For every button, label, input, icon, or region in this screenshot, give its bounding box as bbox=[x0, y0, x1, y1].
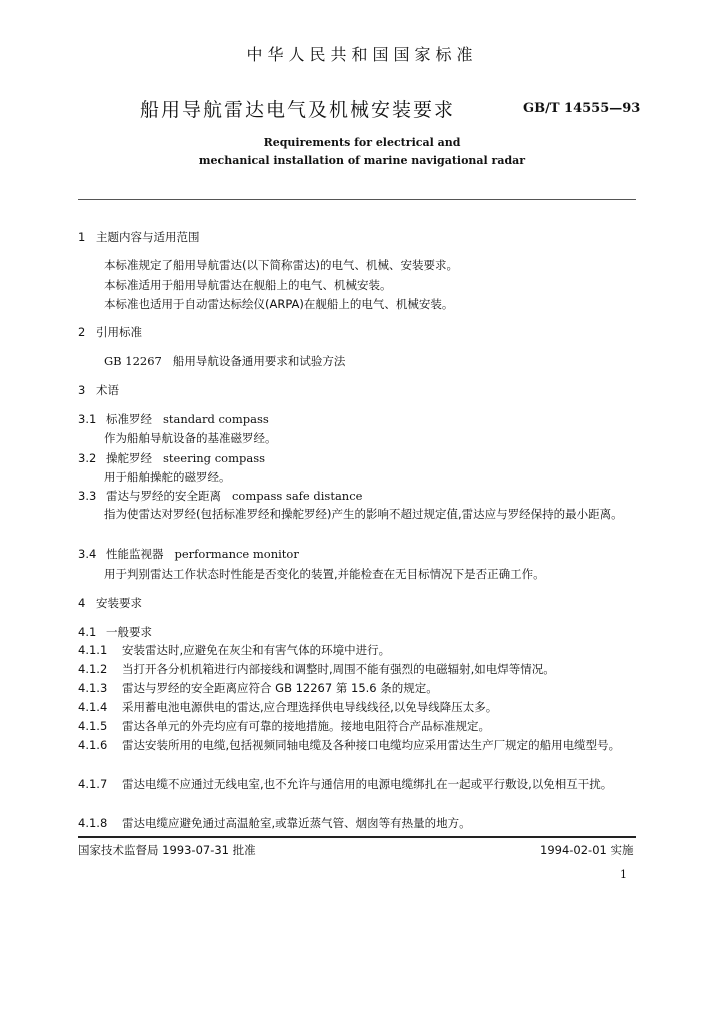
clause bbox=[78, 814, 638, 833]
clause-text: 雷达各单元的外壳均应有可靠的接地措施。接地电阻符合产品标准规定。 bbox=[122, 719, 490, 733]
term-en: standard compass bbox=[162, 412, 269, 426]
clause-text: 雷达电缆不应通过无线电室,也不允许与通信用的电源电缆绑扎在一起或平行敷设,以免相互干扰。 bbox=[122, 777, 613, 791]
clause bbox=[78, 660, 638, 679]
term-en: performance monitor bbox=[174, 547, 299, 561]
clause bbox=[78, 775, 638, 794]
section-title: 引用标准 bbox=[96, 325, 142, 339]
subsection-title: 一般要求 bbox=[106, 625, 152, 639]
clause bbox=[78, 679, 638, 698]
clause bbox=[78, 717, 638, 736]
section-1-heading bbox=[78, 229, 200, 245]
effective-date: 1994-02-01 实施 bbox=[540, 843, 634, 857]
clause-number: 4.1.4 bbox=[78, 700, 108, 714]
term-en: compass safe distance bbox=[231, 489, 363, 503]
clause-text: 安装雷达时,应避免在灰尘和有害气体的环境中进行。 bbox=[122, 643, 391, 657]
reference-code: GB 12267 bbox=[104, 354, 162, 368]
term-definition: 指为使雷达对罗经(包括标准罗经和操舵罗经)产生的影响不超过规定值,雷达应与罗经保持的最小距离。 bbox=[104, 507, 623, 521]
term-number: 3.1 bbox=[78, 412, 97, 426]
section-3-heading bbox=[78, 382, 119, 398]
paragraph: 本标准适用于船用导航雷达在舰船上的电气、机械安装。 bbox=[104, 278, 392, 292]
clause bbox=[78, 736, 638, 755]
page-number: 1 bbox=[620, 868, 627, 881]
clause-text: 采用蓄电池电源供电的雷达,应合理选择供电导线线径,以免导线降压太多。 bbox=[122, 700, 498, 714]
clause bbox=[78, 698, 638, 717]
section-number: 1 bbox=[78, 230, 86, 244]
clause-number: 4.1.1 bbox=[78, 643, 108, 657]
term-definition: 用于判别雷达工作状态时性能是否变化的装置,并能检查在无目标情况下是否正确工作。 bbox=[104, 567, 545, 581]
section-2-heading bbox=[78, 324, 142, 340]
section-4-heading bbox=[78, 595, 142, 611]
subsection-heading bbox=[78, 624, 152, 640]
section-number: 3 bbox=[78, 383, 86, 397]
term-heading bbox=[78, 488, 362, 504]
normative-reference bbox=[104, 353, 345, 369]
clause-text: 雷达电缆应避免通过高温舱室,或靠近蒸气管、烟囱等有热量的地方。 bbox=[122, 816, 471, 830]
term-cn: 雷达与罗经的安全距离 bbox=[106, 489, 221, 503]
term-cn: 性能监视器 bbox=[106, 547, 164, 561]
paragraph: 本标准规定了船用导航雷达(以下简称雷达)的电气、机械、安装要求。 bbox=[104, 258, 458, 272]
document-title: 船用导航雷达电气及机械安装要求 bbox=[140, 99, 456, 121]
clause-number: 4.1.2 bbox=[78, 662, 108, 676]
section-number: 2 bbox=[78, 325, 86, 339]
clause-text: 当打开各分机机箱进行内部接线和调整时,周围不能有强烈的电磁辐射,如电焊等情况。 bbox=[122, 662, 555, 676]
standard-number: GB/T 14555—93 bbox=[523, 101, 641, 116]
term-definition: 用于船舶操舵的磁罗经。 bbox=[104, 470, 231, 484]
clause bbox=[78, 641, 638, 660]
paragraph: 本标准也适用于自动雷达标绘仪(ARPA)在舰船上的电气、机械安装。 bbox=[104, 297, 454, 311]
clause-number: 4.1.8 bbox=[78, 816, 108, 830]
term-number: 3.2 bbox=[78, 451, 97, 465]
reference-title: 船用导航设备通用要求和试验方法 bbox=[172, 354, 346, 368]
section-number: 4 bbox=[78, 596, 86, 610]
term-definition: 作为船舶导航设备的基准磁罗经。 bbox=[104, 431, 277, 445]
english-title-line-2: mechanical installation of marine navigational radar bbox=[198, 154, 526, 167]
term-heading bbox=[78, 450, 265, 466]
term-number: 3.3 bbox=[78, 489, 97, 503]
section-title: 术语 bbox=[96, 383, 119, 397]
clause-number: 4.1.6 bbox=[78, 738, 108, 752]
national-standard-heading: 中华人民共和国国家标准 bbox=[246, 45, 478, 64]
approval-date: 国家技术监督局 1993-07-31 批准 bbox=[78, 843, 256, 857]
term-heading bbox=[78, 546, 299, 562]
term-en: steering compass bbox=[162, 451, 265, 465]
subsection-number: 4.1 bbox=[78, 625, 97, 639]
section-title: 主题内容与适用范围 bbox=[96, 230, 200, 244]
clause-text: 雷达安装所用的电缆,包括视频同轴电缆及各种接口电缆均应采用雷达生产厂规定的船用电缆型号。 bbox=[122, 738, 621, 752]
term-cn: 操舵罗经 bbox=[106, 451, 152, 465]
clause-number: 4.1.5 bbox=[78, 719, 108, 733]
footer-divider bbox=[78, 836, 636, 838]
clause-number: 4.1.3 bbox=[78, 681, 108, 695]
clause-number: 4.1.7 bbox=[78, 777, 108, 791]
section-title: 安装要求 bbox=[96, 596, 142, 610]
clause-text: 雷达与罗经的安全距离应符合 GB 12267 第 15.6 条的规定。 bbox=[122, 681, 438, 695]
term-number: 3.4 bbox=[78, 547, 97, 561]
english-title-line-1: Requirements for electrical and bbox=[263, 136, 461, 149]
term-heading bbox=[78, 411, 269, 427]
term-cn: 标准罗经 bbox=[106, 412, 152, 426]
header-divider bbox=[78, 199, 636, 200]
